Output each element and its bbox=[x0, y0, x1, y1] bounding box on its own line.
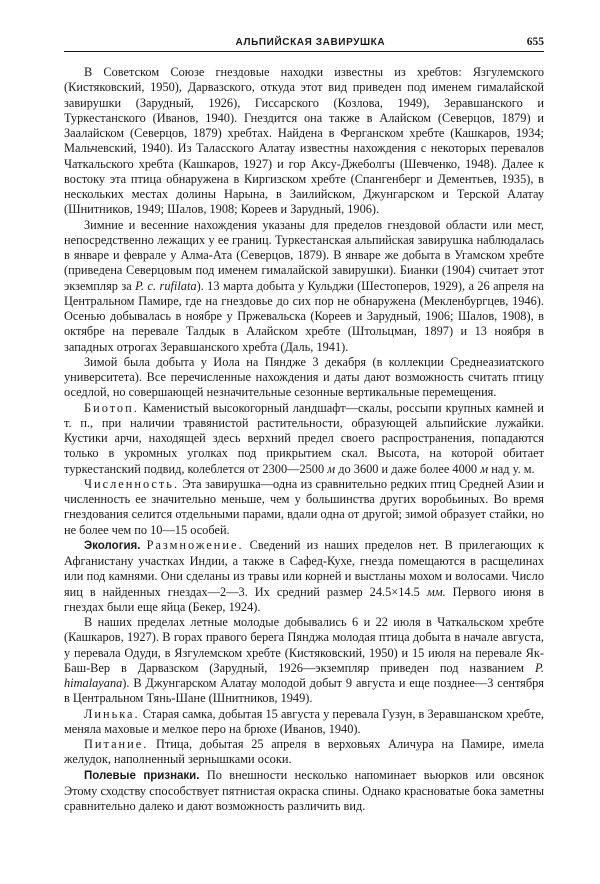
molt-heading: Линька. bbox=[84, 706, 140, 721]
paragraph-breeding bbox=[64, 538, 544, 615]
fledglings-text-a: В наших пределах летные молодые добывались 6 и 22 июля в Чаткальском хребте (Кашкаров, 1927). В горах правого берега Пянджа молодая птица добыта в начале августа, у перевала Одуди, в Язгулемском хребте (Кистяковский, 1950) и 15 июля на перевале Як-Баш-Вер в Дарвазском (Зарудный, 1926—экземпляр приведен под названием bbox=[64, 615, 544, 675]
unit-meters-2: м bbox=[480, 461, 489, 476]
abundance-text: Эта завирушка—одна из сравнительно редких птиц Средней Азии и численность ее значительно меньше, чем у большинства других воробьиных. Во время гнездования селится отдельными парами, вдали одна от другой; зимой образует стайки, но не более чем по 10—15 особей. bbox=[64, 476, 544, 537]
winter-records-text-b: ). 13 марта добыта у Кульджи (Шестоперов, 1929), а 26 апреля на Центральном Памире, где на гнездовье до сих пор не обнаружена (Мекленбургцев, 1946). Осенью добывалась в ноябре у Пржевальска (Кореев и Зарудный, 1906; Шалов, 1908), в октябре на перевале Талдык в Алайском хребте (Штольцман, 1897) и 13 ноября в западных отрогах Зеравшанского хребта (Даль, 1941). bbox=[64, 278, 545, 354]
biotope-heading: Биотоп. bbox=[84, 400, 139, 415]
species-name-rufilata: P. c. rufilata bbox=[135, 278, 197, 293]
abundance-heading: Численность. bbox=[84, 476, 180, 491]
paragraph-abundance bbox=[64, 477, 544, 538]
biotope-text-c: над у. м. bbox=[491, 461, 535, 476]
paragraph-fledglings bbox=[64, 615, 544, 707]
species-name-himalayana: P. himalayana bbox=[64, 660, 544, 690]
breeding-text-a: Сведений из наших пределов нет. В прилегающих к Афганистану участках Индии, а также в Сафед-Кухе, гнезда помещаются в расщелинах или под камнями. Они сделаны из травы или корней и выстланы мохом и волосами. Число яиц в найденных гнездах—2—3. Их средний размер 24.5×14.5 bbox=[64, 537, 545, 599]
breeding-text-b: Первого июня в гнездах были еще яйца (Бекер, 1924). bbox=[64, 584, 544, 614]
breeding-heading: Размножение. bbox=[146, 537, 244, 552]
unit-millimeters: мм. bbox=[426, 584, 446, 599]
winter-records-text-a: Зимние и весенние нахождения указаны для пределов гнездовой области или мест, непосредственно лежащих у ее границ. Туркестанская альпийская завирушка наблюдалась в январе и феврале у Алма-Ата (Северцов, 1879). В январе же добыта в Угамском хребте (приведена Северцовым под именем гималайской завирушки). Бианки (1904) считает этот экземпляр за bbox=[64, 217, 544, 293]
unit-meters-1: м bbox=[327, 461, 336, 476]
paragraph-winter-records bbox=[64, 218, 544, 355]
ecology-heading: Экология. bbox=[84, 539, 141, 552]
molt-text: Старая самка, добытая 15 августа у перевала Гузун, в Зеравшанском хребте, меняла маховые и мелкое перо на брюхе (Иванов, 1940). bbox=[64, 706, 545, 736]
paragraph-field-marks bbox=[64, 768, 544, 815]
biotope-text-a: Каменистый высокогорный ландшафт—скалы, россыпи крупных камней и т. п., при наличии травянистой растительности, образующей альпийские лужайки. Кустики арчи, находящей здесь верхний предел своего распространения, попадаются только в укромных уголках под прикрытием скал. Высота, на которой обитает туркестанский подвид, колеблется от 2300—2500 bbox=[64, 400, 544, 476]
diet-text: Птица, добытая 25 апреля в верховьях Аличура на Памире, имела желудок, наполненный зернышками осоки. bbox=[64, 737, 544, 767]
field-marks-heading: Полевые признаки. bbox=[84, 769, 200, 782]
paragraph-biotope bbox=[64, 401, 544, 477]
field-marks-text: По внешности несколько напоминает вьюрков или овсянок Этому сходству способствует пятнистая окраска спины. Однако красноватые бока заметны сравнительно далеко и дают возможность различить вид. bbox=[64, 767, 544, 813]
paragraph-winter-iol: Зимой была добыта у Иола на Пяндже 3 декабря (в коллекции Среднеазиатского университета). Все перечисленные нахождения и даты дают возможность считать птицу оседлой, но совершающей незначительные сезонные вертикальные перемещения. bbox=[64, 354, 544, 400]
paragraph-diet bbox=[64, 737, 544, 768]
diet-heading: Питание. bbox=[84, 737, 149, 751]
running-title: АЛЬПИЙСКАЯ ЗАВИРУШКА bbox=[235, 37, 386, 48]
page-number: 655 bbox=[526, 36, 544, 48]
paragraph-molt bbox=[64, 707, 544, 738]
paragraph-distribution: В Советском Союзе гнездовые находки известны из хребтов: Язгулемского (Кистяковский, 1950), Дарвазского, откуда этот вид приведен под именем гималайской завирушки (Зарудный, 1926), Гиссарского (Козлова, 1949), Зеравшанского и Туркестанского (Иванов, 1940). Гнездится она также в Алайском (Северцов, 1879) и Заалайском (Северцов, 1879) хребтах. Найдена в Ферганском хребте (Кашкаров, 1934; Мальчевский, 1940). Из Таласского Алатау известны нахождения с некоторых перевалов Чаткальского хребта (Кашкаров, 1927) и гор Аксу-Джеболгы (Шевченко, 1948). Далее к востоку эта птица обнаружена в Киргизском хребте (Спангенберг и Дементьев, 1935), в нескольких местах долины Нарына, в Заилийском, Джунгарском и Терской Алатау (Шнитников, 1949; Шалов, 1908; Кореев и Зарудный, 1906). bbox=[64, 65, 544, 217]
fledglings-text-b: ). В Джунгарском Алатау молодой добыт 9 августа и еще позднее—3 сентября в Центральном Тянь-Шане (Шнитников, 1949). bbox=[64, 676, 544, 706]
biotope-text-b: до 3600 и даже более 4000 bbox=[338, 461, 478, 476]
running-header bbox=[64, 36, 544, 52]
body-text bbox=[64, 65, 544, 814]
